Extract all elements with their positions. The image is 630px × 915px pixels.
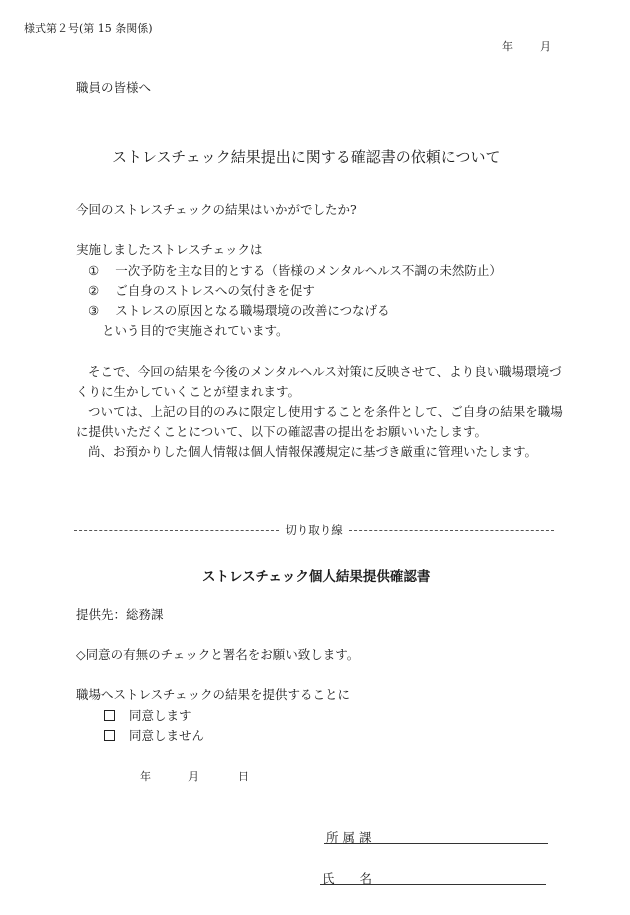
header-year: 年 [502, 40, 513, 53]
form-title: ストレスチェック個人結果提供確認書 [202, 569, 431, 585]
consent-option-agree[interactable] [104, 706, 192, 724]
purpose-item-number: ① [88, 263, 100, 278]
paragraph-line: ついては、上記の目的のみに限定し使用することを条件として、ご自身の結果を職場 [88, 404, 563, 419]
page-title: ストレスチェック結果提出に関する確認書の依頼について [112, 148, 501, 166]
cut-line-dash-left [74, 530, 279, 531]
purpose-item-2 [88, 281, 315, 299]
name-label: 氏 名 [322, 871, 373, 886]
consent-question: 職場へストレスチェックの結果を提供することに [76, 687, 351, 702]
recipient-text: 提供先：総務課 [76, 607, 164, 622]
cut-line [74, 522, 554, 537]
purpose-item-number: ③ [88, 303, 100, 318]
date-day: 日 [238, 770, 249, 783]
purpose-item-text: ストレスの原因となる職場環境の改善につなげる [115, 303, 390, 318]
paragraph-line: そこで、今回の結果を今後のメンタルヘルス対策に反映させて、より良い職場環境づ [88, 364, 562, 379]
agree-label: 同意します [129, 708, 192, 723]
purpose-item-3 [88, 301, 390, 319]
disagree-checkbox[interactable] [104, 730, 115, 741]
agree-checkbox[interactable] [104, 710, 115, 721]
department-label: 所 属 課 [326, 830, 372, 845]
date-year: 年 [140, 770, 151, 783]
paragraph-line: に提供いただくことについて、以下の確認書の提出をお願いいたします。 [76, 424, 488, 439]
purpose-item-text: 一次予防を主な目的とする（皆様のメンタルヘルス不調の未然防止） [115, 263, 502, 278]
addressee: 職員の皆様へ [76, 80, 152, 95]
purpose-intro: 実施しましたストレスチェックは [76, 242, 263, 257]
name-field[interactable] [320, 884, 546, 885]
department-field[interactable] [324, 843, 548, 844]
purpose-item-number: ② [88, 283, 100, 298]
question-text: 今回のストレスチェックの結果はいかがでしたか? [76, 202, 357, 217]
header-month: 月 [540, 40, 551, 53]
purpose-item-text: ご自身のストレスへの気付きを促す [115, 283, 315, 298]
instruction-text: ◇同意の有無のチェックと署名をお願い致します。 [76, 647, 360, 662]
paragraph-line: くりに生かしていくことが望まれます。 [76, 384, 301, 399]
cut-line-dash-right [349, 530, 554, 531]
date-month: 月 [188, 770, 199, 783]
purpose-closing: という目的で実施されています。 [102, 323, 289, 338]
cut-line-label: 切り取り線 [285, 522, 343, 537]
paragraph-line: 尚、お預かりした個人情報は個人情報保護規定に基づき厳重に管理いたします。 [88, 444, 538, 459]
purpose-item-1 [88, 261, 502, 279]
form-number: 様式第２号(第 15 条関係) [24, 22, 153, 35]
disagree-label: 同意しません [129, 728, 205, 743]
consent-option-disagree[interactable] [104, 726, 204, 744]
